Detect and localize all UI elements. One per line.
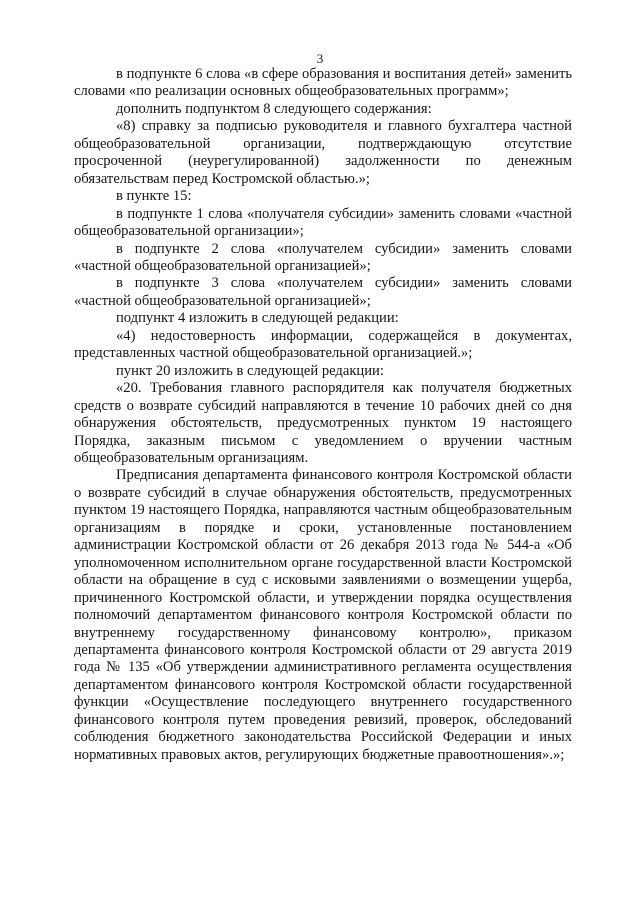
paragraph-subpoint-8-text: «8) справку за подписью руководителя и главного бухгалтера частной общеобразовательной организации, подтверждающую отсутствие просроченной (неурегулированной) задолженности по денежным обязательствам перед Костромской областью.»;	[74, 118, 572, 187]
paragraph-prescriptions: Предписания департамента финансового контроля Костромской области о возврате субсидий в случае обнаружения обстоятельств, предусмотренных пунктом 19 настоящего Порядка, направляются частным общеобразовательным организациям в порядке и сроки, установленные постановлением администрации Костромской области от 26 декабря 2013 года № 544-а «Об уполномоченном исполнительном органе государственной власти Костромской области на обращение в суд с исковыми заявлениями о возмещении ущерба, причиненного Костромской области, и утверждении порядка осуществления полномочий департаментом финансового контроля Костромской области по внутреннему государственному финансовому контролю», приказом департамента финансового контроля Костромской области от 29 августа 2019 года № 135 «Об утверждении административного регламента осуществления департаментом финансового контроля Костромской области государственной функции «Осуществление последующего внутреннего государственного финансового контроля путем проведения ревизий, проверок, обследований соблюдения бюджетного законодательства Российской Федерации и иных нормативных правовых актов, регулирующих бюджетные правоотношения».»;	[74, 467, 572, 763]
paragraph-add-subpoint-8: дополнить подпунктом 8 следующего содержания:	[116, 100, 432, 117]
paragraph-point-20-heading: пункт 20 изложить в следующей редакции:	[116, 362, 384, 379]
paragraph-subpoint-4-text: «4) недостоверность информации, содержащейся в документах, представленных частной общеобразовательной организацией.»;	[74, 327, 572, 362]
paragraph-subpoint-4-heading: подпункт 4 изложить в следующей редакции:	[116, 310, 399, 327]
page-number: 3	[316, 51, 324, 66]
document-body	[74, 66, 572, 764]
paragraph-subpoint-2-replacement: в подпункте 2 слова «получателем субсидии» заменить словами «частной общеобразовательной организацией»;	[74, 240, 572, 274]
paragraph-point-15-heading: в пункте 15:	[116, 188, 192, 205]
paragraph-subpoint-1-replacement: в подпункте 1 слова «получателя субсидии» заменить словами «частной общеобразовательной организации»;	[74, 205, 572, 240]
paragraph-subpoint-3-replacement: в подпункте 3 слова «получателем субсидии» заменить словами «частной общеобразовательной организацией»;	[74, 275, 572, 309]
paragraph-subpoint-6-replacement: в подпункте 6 слова «в сфере образования и воспитания детей» заменить словами «по реализации основных общеобразовательных программ»;	[74, 66, 572, 100]
paragraph-point-20-text: «20. Требования главного распорядителя как получателя бюджетных средств о возврате субсидий направляются в течение 10 рабочих дней со дня обнаружения обстоятельств, предусмотренных пунктом 19 настоящего Порядка, заказным письмом с уведомлением о вручении частным общеобразовательным организациям.	[74, 380, 572, 466]
